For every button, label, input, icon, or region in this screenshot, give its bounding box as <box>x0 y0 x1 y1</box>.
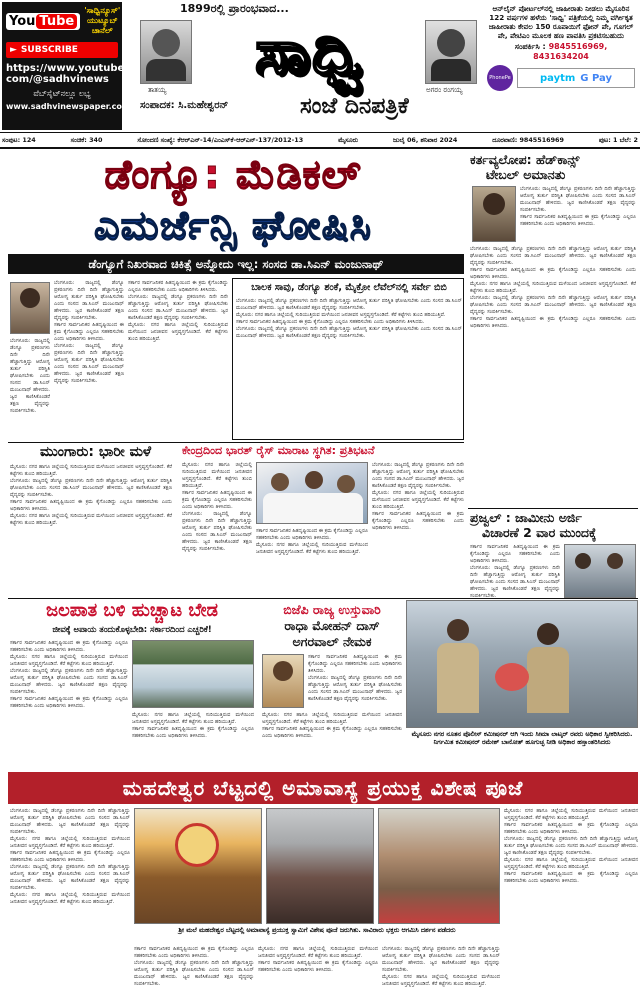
bottom-text-1: ಬೆಂಗಳೂರು: ರಾಜ್ಯದಲ್ಲಿ ಡೆಂಗ್ಯೂ ಪ್ರಕರಣಗಳು ದಿನೇ ದಿನೇ ಹೆಚ್ಚಾಗುತ್ತಿದ್ದು ಆರೋಗ್ಯ ತುರ್ತು ಪರಿಸ್ಥಿತಿ ಘೋಷಿಸಬೇಕು ಎಂದು ಸಂಸದ ಡಾ.ಸಿಎನ್ ಮಂಜುನಾಥ್ ಹೇಳಿದರು. ಜ್ವರ ಕಾಣಿಸಿಕೊಂಡರೆ ತಕ್ಷಣ ವೈದ್ಯರನ್ನು ಸಂಪರ್ಕಿಸಬೇಕು. <box>10 808 130 835</box>
tagline: ಸಂಜೆ ದಿನಪತ್ರಿಕೆ <box>300 94 409 119</box>
lead-body-2 <box>128 280 228 440</box>
contact-label: ಸಂಪರ್ಕಿಸಿ : <box>514 42 546 51</box>
duty-text-2: ಸರ್ಕಾರ ಸಾರ್ವಜನಿಕರ ಹಿತದೃಷ್ಟಿಯಿಂದ ಈ ಕ್ರಮ ಕೈಗೊಂಡಿದ್ದು ಎಲ್ಲರೂ ಸಹಕರಿಸಬೇಕು ಎಂದು ಅಧಿಕಾರಿಗಳು ತಿಳಿಸಿದರು. <box>520 214 636 227</box>
prajwal-text-2: ಬೆಂಗಳೂರು: ರಾಜ್ಯದಲ್ಲಿ ಡೆಂಗ್ಯೂ ಪ್ರಕರಣಗಳು ದಿನೇ ದಿನೇ ಹೆಚ್ಚಾಗುತ್ತಿದ್ದು ಆರೋಗ್ಯ ತುರ್ತು ಪರಿಸ್ಥಿತಿ ಘೋಷಿಸಬೇಕು ಎಂದು ಸಂಸದ ಡಾ.ಸಿಎನ್ ಮಂಜುನಾಥ್ ಹೇಳಿದರು. ಜ್ವರ ಕಾಣಿಸಿಕೊಂಡರೆ ತಕ್ಷಣ ವೈದ್ಯರನ್ನು ಸಂಪರ್ಕಿಸಬೇಕು. <box>470 565 560 598</box>
duty-text-3: ಬೆಂಗಳೂರು: ರಾಜ್ಯದಲ್ಲಿ ಡೆಂಗ್ಯೂ ಪ್ರಕರಣಗಳು ದಿನೇ ದಿನೇ ಹೆಚ್ಚಾಗುತ್ತಿದ್ದು ಆರೋಗ್ಯ ತುರ್ತು ಪರಿಸ್ಥಿತಿ ಘೋಷಿಸಬೇಕು ಎಂದು ಸಂಸದ ಡಾ.ಸಿಎನ್ ಮಂಜುನಾಥ್ ಹೇಳಿದರು. ಜ್ವರ ಕಾಣಿಸಿಕೊಂಡರೆ ತಕ್ಷಣ ವೈದ್ಯರನ್ನು ಸಂಪರ್ಕಿಸಬೇಕು. <box>470 246 636 266</box>
issue: ಸಂಚಿಕೆ: 340 <box>70 135 103 144</box>
divider <box>0 147 640 149</box>
editor-label: ಸಂಪಾದಕ: ಸಿ.ಮಹೇಶ್ವರನ್ <box>140 100 229 111</box>
race-text-8: ಸರ್ಕಾರ ಸಾರ್ವಜನಿಕರ ಹಿತದೃಷ್ಟಿಯಿಂದ ಈ ಕ್ರಮ ಕೈಗೊಂಡಿದ್ದು ಎಲ್ಲರೂ ಸಹಕರಿಸಬೇಕು ಎಂದು ಅಧಿಕಾರಿಗಳು ತಿಳಿಸಿದರು. <box>372 511 464 531</box>
bottom-text-15: ಮೈಸೂರು: ನಗರ ಹಾಗೂ ಜಿಲ್ಲೆಯಲ್ಲಿ ಸುರಿಯುತ್ತಿರುವ ಮಳೆಯಿಂದ ಜನಜೀವನ ಅಸ್ತವ್ಯಸ್ತಗೊಂಡಿದೆ. ಕೆರೆ ಕಟ್ಟೆಗಳು ತುಂಬಿ ಹರಿಯುತ್ತಿವೆ. <box>504 857 638 870</box>
boy-death-headline: ಬಾಲಕ ಸಾವು, ಡೆಂಗ್ಯೂ ಶಂಕೆ, ಮೈಕ್ರೋ ಲೆವೆಲ್‌ನಲ್ಲಿ ಸರ್ವೇ ಬಿಬಿ <box>251 282 447 293</box>
lead-subhead <box>8 254 464 274</box>
bottom-text-5: ಮೈಸೂರು: ನಗರ ಹಾಗೂ ಜಿಲ್ಲೆಯಲ್ಲಿ ಸುರಿಯುತ್ತಿರುವ ಮಳೆಯಿಂದ ಜನಜೀವನ ಅಸ್ತವ್ಯಸ್ತಗೊಂಡಿದೆ. ಕೆರೆ ಕಟ್ಟೆಗಳು ತುಂಬಿ ಹರಿಯುತ್ತಿವೆ. <box>10 892 130 905</box>
race-text-5: ಮೈಸೂರು: ನಗರ ಹಾಗೂ ಜಿಲ್ಲೆಯಲ್ಲಿ ಸುರಿಯುತ್ತಿರುವ ಮಳೆಯಿಂದ ಜನಜೀವನ ಅಸ್ತವ್ಯಸ್ತಗೊಂಡಿದೆ. ಕೆರೆ ಕಟ್ಟೆಗಳು ತುಂಬಿ ಹರಿಯುತ್ತಿವೆ. <box>256 542 368 555</box>
duty-body-2 <box>470 246 636 506</box>
constable-photo <box>472 186 516 242</box>
waterfall-text-1: ಸರ್ಕಾರ ಸಾರ್ವಜನಿಕರ ಹಿತದೃಷ್ಟಿಯಿಂದ ಈ ಕ್ರಮ ಕೈಗೊಂಡಿದ್ದು ಎಲ್ಲರೂ ಸಹಕರಿಸಬೇಕು ಎಂದು ಅಧಿಕಾರಿಗಳು ತಿಳಿಸಿದರು. <box>10 640 128 653</box>
rain-text-1: ಮೈಸೂರು: ನಗರ ಹಾಗೂ ಜಿಲ್ಲೆಯಲ್ಲಿ ಸುರಿಯುತ್ತಿರುವ ಮಳೆಯಿಂದ ಜನಜೀವನ ಅಸ್ತವ್ಯಸ್ತಗೊಂಡಿದೆ. ಕೆರೆ ಕಟ್ಟೆಗಳು ತುಂಬಿ ಹರಿಯುತ್ತಿವೆ. <box>10 464 172 477</box>
masthead-title <box>205 12 415 92</box>
bjp-headline-2: ರಾಧಾ ಮೋಹನ್ ದಾಸ್ <box>284 618 380 633</box>
caption-right: ಅಗರಂ ರಂಗಯ್ಯ <box>426 86 463 94</box>
phone-1[interactable]: 9845516969, <box>548 42 608 51</box>
prajwal-text-1: ಸರ್ಕಾರ ಸಾರ್ವಜನಿಕರ ಹಿತದೃಷ್ಟಿಯಿಂದ ಈ ಕ್ರಮ ಕೈಗೊಂಡಿದ್ದು ಎಲ್ಲರೂ ಸಹಕರಿಸಬೇಕು ಎಂದು ಅಧಿಕಾರಿಗಳು ತಿಳಿಸಿದರು. <box>470 544 560 564</box>
race-body-2 <box>256 528 368 596</box>
duty-body <box>520 186 636 244</box>
rain-text-3: ಸರ್ಕಾರ ಸಾರ್ವಜನಿಕರ ಹಿತದೃಷ್ಟಿಯಿಂದ ಈ ಕ್ರಮ ಕೈಗೊಂಡಿದ್ದು ಎಲ್ಲರೂ ಸಹಕರಿಸಬೇಕು ಎಂದು ಅಧಿಕಾರಿಗಳು ತಿಳಿಸಿದರು. <box>10 499 172 512</box>
race-text-6: ಬೆಂಗಳೂರು: ರಾಜ್ಯದಲ್ಲಿ ಡೆಂಗ್ಯೂ ಪ್ರಕರಣಗಳು ದಿನೇ ದಿನೇ ಹೆಚ್ಚಾಗುತ್ತಿದ್ದು ಆರೋಗ್ಯ ತುರ್ತು ಪರಿಸ್ಥಿತಿ ಘೋಷಿಸಬೇಕು ಎಂದು ಸಂಸದ ಡಾ.ಸಿಎನ್ ಮಂಜುನಾಥ್ ಹೇಳಿದರು. ಜ್ವರ ಕಾಣಿಸಿಕೊಂಡರೆ ತಕ್ಷಣ ವೈದ್ಯರನ್ನು ಸಂಪರ್ಕಿಸಬೇಕು. <box>372 462 464 489</box>
subscribe-button[interactable] <box>6 42 118 58</box>
waterfall-photo <box>132 640 254 708</box>
youtube-url-2[interactable]: com/@sadhvinews <box>6 74 109 85</box>
lead-text-4: ಬೆಂಗಳೂರು: ರಾಜ್ಯದಲ್ಲಿ ಡೆಂಗ್ಯೂ ಪ್ರಕರಣಗಳು ದಿನೇ ದಿನೇ ಹೆಚ್ಚಾಗುತ್ತಿದ್ದು ಆರೋಗ್ಯ ತುರ್ತು ಪರಿಸ್ಥಿತಿ ಘೋಷಿಸಬೇಕು ಎಂದು ಸಂಸದ ಡಾ.ಸಿಎನ್ ಮಂಜುನಾಥ್ ಹೇಳಿದರು. ಜ್ವರ ಕಾಣಿಸಿಕೊಂಡರೆ ತಕ್ಷಣ ವೈದ್ಯರನ್ನು ಸಂಪರ್ಕಿಸಬೇಕು. <box>10 338 50 414</box>
bottom-text-2: ಮೈಸೂರು: ನಗರ ಹಾಗೂ ಜಿಲ್ಲೆಯಲ್ಲಿ ಸುರಿಯುತ್ತಿರುವ ಮಳೆಯಿಂದ ಜನಜೀವನ ಅಸ್ತವ್ಯಸ್ತಗೊಂಡಿದೆ. ಕೆರೆ ಕಟ್ಟೆಗಳು ತುಂಬಿ ಹರಿಯುತ್ತಿವೆ. <box>10 836 130 849</box>
office-phone: ದೂರವಾಣಿ: 9845516969 <box>492 135 564 144</box>
prajwal-headline-1: ಪ್ರಜ್ವಲ್ : ಜಾಮೀನು ಅರ್ಜಿ <box>470 510 582 525</box>
bjp-body-2 <box>262 712 402 770</box>
prajwal-body-1 <box>470 544 560 598</box>
rain-text-4: ಮೈಸೂರು: ನಗರ ಹಾಗೂ ಜಿಲ್ಲೆಯಲ್ಲಿ ಸುರಿಯುತ್ತಿರುವ ಮಳೆಯಿಂದ ಜನಜೀವನ ಅಸ್ತವ್ಯಸ್ತಗೊಂಡಿದೆ. ಕೆರೆ ಕಟ್ಟೆಗಳು ತುಂಬಿ ಹರಿಯುತ್ತಿವೆ. <box>10 513 172 526</box>
bottom-text-12: ಮೈಸೂರು: ನಗರ ಹಾಗೂ ಜಿಲ್ಲೆಯಲ್ಲಿ ಸುರಿಯುತ್ತಿರುವ ಮಳೆಯಿಂದ ಜನಜೀವನ ಅಸ್ತವ್ಯಸ್ತಗೊಂಡಿದೆ. ಕೆರೆ ಕಟ್ಟೆಗಳು ತುಂಬಿ ಹರಿಯುತ್ತಿವೆ. <box>504 808 638 821</box>
phone-2[interactable]: 8431634204 <box>533 52 589 61</box>
race-body-3 <box>372 462 464 596</box>
bottom-text-6: ಸರ್ಕಾರ ಸಾರ್ವಜನಿಕರ ಹಿತದೃಷ್ಟಿಯಿಂದ ಈ ಕ್ರಮ ಕೈಗೊಂಡಿದ್ದು ಎಲ್ಲರೂ ಸಹಕರಿಸಬೇಕು ಎಂದು ಅಧಿಕಾರಿಗಳು ತಿಳಿಸಿದರು. <box>134 946 254 959</box>
waterfall-body-1 <box>10 640 128 770</box>
lead-subhead-text: ಡೆಂಗ್ಯೂಗೆ ನಿಖರವಾದ ಚಿಕಿತ್ಸೆ ಅನ್ನೋದು ಇಲ್ಲ: ಸಂಸದ ಡಾ.ಸಿಎನ್ ಮಂಜುನಾಥ್ <box>88 256 384 271</box>
race-headline: ಕೇಂದ್ರದಿಂದ ಭಾರತ್ ರೈಸ್ ಮಾರಾಟ ಸ್ಥಗಿತ: ಪ್ರತಿಭಟನೆ <box>182 444 375 457</box>
bjp-leader-photo <box>262 654 304 708</box>
waterfall-text-2: ಮೈಸೂರು: ನಗರ ಹಾಗೂ ಜಿಲ್ಲೆಯಲ್ಲಿ ಸುರಿಯುತ್ತಿರುವ ಮಳೆಯಿಂದ ಜನಜೀವನ ಅಸ್ತವ್ಯಸ್ತಗೊಂಡಿದೆ. ಕೆರೆ ಕಟ್ಟೆಗಳು ತುಂಬಿ ಹರಿಯುತ್ತಿವೆ. <box>10 654 128 667</box>
bottom-headline-banner <box>8 772 638 804</box>
prajwal-photo <box>564 544 636 598</box>
lead-body-1 <box>54 280 124 440</box>
bottom-text-9: ಸರ್ಕಾರ ಸಾರ್ವಜನಿಕರ ಹಿತದೃಷ್ಟಿಯಿಂದ ಈ ಕ್ರಮ ಕೈಗೊಂಡಿದ್ದು ಎಲ್ಲರೂ ಸಹಕರಿಸಬೇಕು ಎಂದು ಅಧಿಕಾರಿಗಳು ತಿಳಿಸಿದರು. <box>258 960 378 973</box>
bjp-text-2: ಬೆಂಗಳೂರು: ರಾಜ್ಯದಲ್ಲಿ ಡೆಂಗ್ಯೂ ಪ್ರಕರಣಗಳು ದಿನೇ ದಿನೇ ಹೆಚ್ಚಾಗುತ್ತಿದ್ದು ಆರೋಗ್ಯ ತುರ್ತು ಪರಿಸ್ಥಿತಿ ಘೋಷಿಸಬೇಕು ಎಂದು ಸಂಸದ ಡಾ.ಸಿಎನ್ ಮಂಜುನಾಥ್ ಹೇಳಿದರು. ಜ್ವರ ಕಾಣಿಸಿಕೊಂಡರೆ ತಕ್ಷಣ ವೈದ್ಯರನ್ನು ಸಂಪರ್ಕಿಸಬೇಕು. <box>308 675 402 702</box>
youtube-logo <box>6 13 80 30</box>
prajwal-headline-2: ವಿಚಾರಣೆ 2 ವಾರ ಮುಂದಕ್ಕೆ <box>482 525 597 540</box>
paytm-gpay-badge <box>517 68 635 88</box>
duty-text-6: ಬೆಂಗಳೂರು: ರಾಜ್ಯದಲ್ಲಿ ಡೆಂಗ್ಯೂ ಪ್ರಕರಣಗಳು ದಿನೇ ದಿನೇ ಹೆಚ್ಚಾಗುತ್ತಿದ್ದು ಆರೋಗ್ಯ ತುರ್ತು ಪರಿಸ್ಥಿತಿ ಘೋಷಿಸಬೇಕು ಎಂದು ಸಂಸದ ಡಾ.ಸಿಎನ್ ಮಂಜುನಾಥ್ ಹೇಳಿದರು. ಜ್ವರ ಕಾಣಿಸಿಕೊಂಡರೆ ತಕ್ಷಣ ವೈದ್ಯರನ್ನು ಸಂಪರ್ಕಿಸಬೇಕು. <box>470 295 636 315</box>
founder-portrait-left <box>140 20 192 84</box>
race-text-3: ಬೆಂಗಳೂರು: ರಾಜ್ಯದಲ್ಲಿ ಡೆಂಗ್ಯೂ ಪ್ರಕರಣಗಳು ದಿನೇ ದಿನೇ ಹೆಚ್ಚಾಗುತ್ತಿದ್ದು ಆರೋಗ್ಯ ತುರ್ತು ಪರಿಸ್ಥಿತಿ ಘೋಷಿಸಬೇಕು ಎಂದು ಸಂಸದ ಡಾ.ಸಿಎನ್ ಮಂಜುನಾಥ್ ಹೇಳಿದರು. ಜ್ವರ ಕಾಣಿಸಿಕೊಂಡರೆ ತಕ್ಷಣ ವೈದ್ಯರನ್ನು ಸಂಪರ್ಕಿಸಬೇಕು. <box>182 511 252 552</box>
rain-text-2: ಬೆಂಗಳೂರು: ರಾಜ್ಯದಲ್ಲಿ ಡೆಂಗ್ಯೂ ಪ್ರಕರಣಗಳು ದಿನೇ ದಿನೇ ಹೆಚ್ಚಾಗುತ್ತಿದ್ದು ಆರೋಗ್ಯ ತುರ್ತು ಪರಿಸ್ಥಿತಿ ಘೋಷಿಸಬೇಕು ಎಂದು ಸಂಸದ ಡಾ.ಸಿಎನ್ ಮಂಜುನಾಥ್ ಹೇಳಿದರು. ಜ್ವರ ಕಾಣಿಸಿಕೊಂಡರೆ ತಕ್ಷಣ ವೈದ್ಯರನ್ನು ಸಂಪರ್ಕಿಸಬೇಕು. <box>10 478 172 498</box>
bottom-text-8: ಮೈಸೂರು: ನಗರ ಹಾಗೂ ಜಿಲ್ಲೆಯಲ್ಲಿ ಸುರಿಯುತ್ತಿರುವ ಮಳೆಯಿಂದ ಜನಜೀವನ ಅಸ್ತವ್ಯಸ್ತಗೊಂಡಿದೆ. ಕೆರೆ ಕಟ್ಟೆಗಳು ತುಂಬಿ ಹರಿಯುತ್ತಿವೆ. <box>258 946 378 959</box>
bell-icon: ► <box>10 45 17 55</box>
waterfall-text-4: ಸರ್ಕಾರ ಸಾರ್ವಜನಿಕರ ಹಿತದೃಷ್ಟಿಯಿಂದ ಈ ಕ್ರಮ ಕೈಗೊಂಡಿದ್ದು ಎಲ್ಲರೂ ಸಹಕರಿಸಬೇಕು ಎಂದು ಅಧಿಕಾರಿಗಳು ತಿಳಿಸಿದರು. <box>10 696 128 709</box>
bjp-headline-1: ಬಿಜೆಪಿ ರಾಜ್ಯ ಉಸ್ತುವಾರಿ <box>283 602 381 617</box>
waterfall-text-3: ಬೆಂಗಳೂರು: ರಾಜ್ಯದಲ್ಲಿ ಡೆಂಗ್ಯೂ ಪ್ರಕರಣಗಳು ದಿನೇ ದಿನೇ ಹೆಚ್ಚಾಗುತ್ತಿದ್ದು ಆರೋಗ್ಯ ತುರ್ತು ಪರಿಸ್ಥಿತಿ ಘೋಷಿಸಬೇಕು ಎಂದು ಸಂಸದ ಡಾ.ಸಿಎನ್ ಮಂಜುನಾಥ್ ಹೇಳಿದರು. ಜ್ವರ ಕಾಣಿಸಿಕೊಂಡರೆ ತಕ್ಷಣ ವೈದ್ಯರನ್ನು ಸಂಪರ್ಕಿಸಬೇಕು. <box>10 668 128 695</box>
race-text-1: ಮೈಸೂರು: ನಗರ ಹಾಗೂ ಜಿಲ್ಲೆಯಲ್ಲಿ ಸುರಿಯುತ್ತಿರುವ ಮಳೆಯಿಂದ ಜನಜೀವನ ಅಸ್ತವ್ಯಸ್ತಗೊಂಡಿದೆ. ಕೆರೆ ಕಟ್ಟೆಗಳು ತುಂಬಿ ಹರಿಯುತ್ತಿವೆ. <box>182 462 252 489</box>
bottom-text-16: ಸರ್ಕಾರ ಸಾರ್ವಜನಿಕರ ಹಿತದೃಷ್ಟಿಯಿಂದ ಈ ಕ್ರಮ ಕೈಗೊಂಡಿದ್ದು ಎಲ್ಲರೂ ಸಹಕರಿಸಬೇಕು ಎಂದು ಅಧಿಕಾರಿಗಳು ತಿಳಿಸಿದರು. <box>504 871 638 884</box>
boy-death-body <box>236 298 462 436</box>
since-text: 1899ರಲ್ಲಿ ಪ್ರಾರಂಭವಾದ... <box>180 2 289 15</box>
yt-promo-line: ಯುಟ್ಯೂಬ್ <box>86 16 118 25</box>
temple-photo-2 <box>266 808 374 924</box>
bottom-headline: ಮಹದೇಶ್ವರ ಬೆಟ್ಟದಲ್ಲಿ ಅಮಾವಾಸ್ಯೆ ಪ್ರಯುಕ್ತ ವಿಶೇಷ ಪೂಜೆ <box>122 776 524 800</box>
rain-body <box>10 464 172 594</box>
volume: ಸಂಪುಟ: 124 <box>2 135 36 144</box>
bottom-text-13: ಸರ್ಕಾರ ಸಾರ್ವಜನಿಕರ ಹಿತದೃಷ್ಟಿಯಿಂದ ಈ ಕ್ರಮ ಕೈಗೊಂಡಿದ್ದು ಎಲ್ಲರೂ ಸಹಕರಿಸಬೇಕು ಎಂದು ಅಧಿಕಾರಿಗಳು ತಿಳಿಸಿದರು. <box>504 822 638 835</box>
duty-text-1: ಬೆಂಗಳೂರು: ರಾಜ್ಯದಲ್ಲಿ ಡೆಂಗ್ಯೂ ಪ್ರಕರಣಗಳು ದಿನೇ ದಿನೇ ಹೆಚ್ಚಾಗುತ್ತಿದ್ದು ಆರೋಗ್ಯ ತುರ್ತು ಪರಿಸ್ಥಿತಿ ಘೋಷಿಸಬೇಕು ಎಂದು ಸಂಸದ ಡಾ.ಸಿಎನ್ ಮಂಜುನಾಥ್ ಹೇಳಿದರು. ಜ್ವರ ಕಾಣಿಸಿಕೊಂಡರೆ ತಕ್ಷಣ ವೈದ್ಯರನ್ನು ಸಂಪರ್ಕಿಸಬೇಕು. <box>520 186 636 213</box>
bottom-text-4: ಬೆಂಗಳೂರು: ರಾಜ್ಯದಲ್ಲಿ ಡೆಂಗ್ಯೂ ಪ್ರಕರಣಗಳು ದಿನೇ ದಿನೇ ಹೆಚ್ಚಾಗುತ್ತಿದ್ದು ಆರೋಗ್ಯ ತುರ್ತು ಪರಿಸ್ಥಿತಿ ಘೋಷಿಸಬೇಕು ಎಂದು ಸಂಸದ ಡಾ.ಸಿಎನ್ ಮಂಜುನಾಥ್ ಹೇಳಿದರು. ಜ್ವರ ಕಾಣಿಸಿಕೊಂಡರೆ ತಕ್ಷಣ ವೈದ್ಯರನ್ನು ಸಂಪರ್ಕಿಸಬೇಕು. <box>10 864 130 891</box>
bottom-body-3 <box>258 946 378 990</box>
manjunath-photo <box>10 282 50 334</box>
duty-text-4: ಸರ್ಕಾರ ಸಾರ್ವಜನಿಕರ ಹಿತದೃಷ್ಟಿಯಿಂದ ಈ ಕ್ರಮ ಕೈಗೊಂಡಿದ್ದು ಎಲ್ಲರೂ ಸಹಕರಿಸಬೇಕು ಎಂದು ಅಧಿಕಾರಿಗಳು ತಿಳಿಸಿದರು. <box>470 267 636 280</box>
founder-portrait-right <box>425 20 477 84</box>
boy-death-text-3: ಸರ್ಕಾರ ಸಾರ್ವಜನಿಕರ ಹಿತದೃಷ್ಟಿಯಿಂದ ಈ ಕ್ರಮ ಕೈಗೊಂಡಿದ್ದು ಎಲ್ಲರೂ ಸಹಕರಿಸಬೇಕು ಎಂದು ಅಧಿಕಾರಿಗಳು ತಿಳಿಸಿದರು. <box>236 319 425 325</box>
city: ಮೈಸೂರು <box>338 135 358 144</box>
bjp-body-1 <box>308 654 402 708</box>
website-note: ವೆಬ್‌ಸೈಟ್‌ನಲ್ಲೂ ಲಭ್ಯ <box>33 89 91 98</box>
race-text-7: ಮೈಸೂರು: ನಗರ ಹಾಗೂ ಜಿಲ್ಲೆಯಲ್ಲಿ ಸುರಿಯುತ್ತಿರುವ ಮಳೆಯಿಂದ ಜನಜೀವನ ಅಸ್ತವ್ಯಸ್ತಗೊಂಡಿದೆ. ಕೆರೆ ಕಟ್ಟೆಗಳು ತುಂಬಿ ಹರಿಯುತ್ತಿವೆ. <box>372 490 464 510</box>
info-bar <box>2 134 638 146</box>
bjp-headline <box>262 602 402 650</box>
lead-headline-2: ಎಮರ್ಜೆನ್ಸಿ ಘೋಷಿಸಿ <box>93 203 373 249</box>
gpay-label: G Pay <box>580 72 613 84</box>
lead-headline-1: ಡೆಂಗ್ಯೂ: ಮೆಡಿಕಲ್ <box>104 152 362 198</box>
waterfall-subhead: ಜೀವಕ್ಕೆ ಅಪಾಯ ತಂದುಕೊಳ್ಳಬೇಡಿ: ಸರ್ಕಾರದಿಂದ ಎಚ್ಚರಿಕೆ! <box>52 624 212 634</box>
prajwal-headline <box>470 510 638 540</box>
divider <box>8 442 464 443</box>
newspaper-title: ಸಾಧ್ವಿ <box>255 15 365 88</box>
police-caption: ಮೈಸೂರು ನಗರ ನೂತನ ಪೊಲೀಸ್ ಕಮೀಷನರ್ ಆಗಿ ಇಂದು ಸೀಮಾ ಲಾಟ್ಕರ್ ರವರು ಅಧಿಕಾರ ಸ್ವೀಕರಿಸಿದರು. ನಿರ್ಗಮಿತ ಕಮೀಷನರ್ ರಮೇಶ್ ಬಾನೋತ್ ಹೂಗುಚ್ಛ ನೀಡಿ ಅಧಿಕಾರ ಹಸ್ತಾಂತರಿಸಿದರು <box>411 730 633 746</box>
bottom-text-3: ಸರ್ಕಾರ ಸಾರ್ವಜನಿಕರ ಹಿತದೃಷ್ಟಿಯಿಂದ ಈ ಕ್ರಮ ಕೈಗೊಂಡಿದ್ದು ಎಲ್ಲರೂ ಸಹಕರಿಸಬೇಕು ಎಂದು ಅಧಿಕಾರಿಗಳು ತಿಳಿಸಿದರು. <box>10 850 130 863</box>
temple-photo-1 <box>134 808 262 924</box>
duty-headline <box>470 152 638 182</box>
caption-left: ತಾತಯ್ಯ <box>148 86 167 94</box>
lead-text-2: ಸರ್ಕಾರ ಸಾರ್ವಜನಿಕರ ಹಿತದೃಷ್ಟಿಯಿಂದ ಈ ಕ್ರಮ ಕೈಗೊಂಡಿದ್ದು ಎಲ್ಲರೂ ಸಹಕರಿಸಬೇಕು ಎಂದು ಅಧಿಕಾರಿಗಳು ತಿಳಿಸಿದರು. <box>54 322 124 342</box>
lead-text-6: ಬೆಂಗಳೂರು: ರಾಜ್ಯದಲ್ಲಿ ಡೆಂಗ್ಯೂ ಪ್ರಕರಣಗಳು ದಿನೇ ದಿನೇ ಹೆಚ್ಚಾಗುತ್ತಿದ್ದು ಆರೋಗ್ಯ ತುರ್ತು ಪರಿಸ್ಥಿತಿ ಘೋಷಿಸಬೇಕು ಎಂದು ಸಂಸದ ಡಾ.ಸಿಎನ್ ಮಂಜುನಾಥ್ ಹೇಳಿದರು. ಜ್ವರ ಕಾಣಿಸಿಕೊಂಡರೆ ತಕ್ಷಣ ವೈದ್ಯರನ್ನು ಸಂಪರ್ಕಿಸಬೇಕು. <box>128 294 228 321</box>
lead-text-5: ಸರ್ಕಾರ ಸಾರ್ವಜನಿಕರ ಹಿತದೃಷ್ಟಿಯಿಂದ ಈ ಕ್ರಮ ಕೈಗೊಂಡಿದ್ದು ಎಲ್ಲರೂ ಸಹಕರಿಸಬೇಕು ಎಂದು ಅಧಿಕಾರಿಗಳು ತಿಳಿಸಿದರು. <box>128 280 228 293</box>
waterfall-headline: ಜಲಪಾತ ಬಳಿ ಹುಚ್ಚಾಟ ಬೇಡ <box>45 600 219 621</box>
police-commissioner-photo <box>406 600 638 728</box>
yt-promo-line: 'ಸಾಧ್ವಿನ್ಯೂಸ್' <box>84 6 121 15</box>
race-body-1 <box>182 462 252 596</box>
waterfall-text-5: ಮೈಸೂರು: ನಗರ ಹಾಗೂ ಜಿಲ್ಲೆಯಲ್ಲಿ ಸುರಿಯುತ್ತಿರುವ ಮಳೆಯಿಂದ ಜನಜೀವನ ಅಸ್ತವ್ಯಸ್ತಗೊಂಡಿದೆ. ಕೆರೆ ಕಟ್ಟೆಗಳು ತುಂಬಿ ಹರಿಯುತ್ತಿವೆ. <box>132 712 254 725</box>
bjp-text-1: ಸರ್ಕಾರ ಸಾರ್ವಜನಿಕರ ಹಿತದೃಷ್ಟಿಯಿಂದ ಈ ಕ್ರಮ ಕೈಗೊಂಡಿದ್ದು ಎಲ್ಲರೂ ಸಹಕರಿಸಬೇಕು ಎಂದು ಅಧಿಕಾರಿಗಳು ತಿಳಿಸಿದರು. <box>308 654 402 674</box>
lead-text-7: ಮೈಸೂರು: ನಗರ ಹಾಗೂ ಜಿಲ್ಲೆಯಲ್ಲಿ ಸುರಿಯುತ್ತಿರುವ ಮಳೆಯಿಂದ ಜನಜೀವನ ಅಸ್ತವ್ಯಸ್ತಗೊಂಡಿದೆ. ಕೆರೆ ಕಟ್ಟೆಗಳು ತುಂಬಿ ಹರಿಯುತ್ತಿವೆ. <box>128 322 228 342</box>
ad-box <box>484 2 638 130</box>
subscribe-label: SUBSCRIBE <box>20 45 78 55</box>
lead-text-3: ಬೆಂಗಳೂರು: ರಾಜ್ಯದಲ್ಲಿ ಡೆಂಗ್ಯೂ ಪ್ರಕರಣಗಳು ದಿನೇ ದಿನೇ ಹೆಚ್ಚಾಗುತ್ತಿದ್ದು ಆರೋಗ್ಯ ತುರ್ತು ಪರಿಸ್ಥಿತಿ ಘೋಷಿಸಬೇಕು ಎಂದು ಸಂಸದ ಡಾ.ಸಿಎನ್ ಮಂಜುನಾಥ್ ಹೇಳಿದರು. ಜ್ವರ ಕಾಣಿಸಿಕೊಂಡರೆ ತಕ್ಷಣ ವೈದ್ಯರನ್ನು ಸಂಪರ್ಕಿಸಬೇಕು. <box>54 343 124 384</box>
protest-photo <box>256 462 368 524</box>
yt-promo-line: ಚಾನೆಲ್ <box>91 26 113 35</box>
boy-death-text-4: ಬೆಂಗಳೂರು: ರಾಜ್ಯದಲ್ಲಿ ಡೆಂಗ್ಯೂ ಪ್ರಕರಣಗಳು ದಿನೇ ದಿನೇ ಹೆಚ್ಚಾಗುತ್ತಿದ್ದು ಆರೋಗ್ಯ ತುರ್ತು ಪರಿಸ್ಥಿತಿ ಘೋಷಿಸಬೇಕು ಎಂದು ಸಂಸದ ಡಾ.ಸಿಎನ್ ಮಂಜುನಾಥ್ ಹೇಳಿದರು. ಜ್ವರ ಕಾಣಿಸಿಕೊಂಡರೆ ತಕ್ಷಣ ವೈದ್ಯರನ್ನು ಸಂಪರ್ಕಿಸಬೇಕು. <box>236 326 462 339</box>
duty-text-7: ಸರ್ಕಾರ ಸಾರ್ವಜನಿಕರ ಹಿತದೃಷ್ಟಿಯಿಂದ ಈ ಕ್ರಮ ಕೈಗೊಂಡಿದ್ದು ಎಲ್ಲರೂ ಸಹಕರಿಸಬೇಕು ಎಂದು ಅಧಿಕಾರಿಗಳು ತಿಳಿಸಿದರು. <box>470 316 636 329</box>
phonepe-badge <box>487 65 513 91</box>
rain-headline: ಮುಂಗಾರು: ಭಾರೀ ಮಳೆ <box>40 444 152 460</box>
bottom-text-10: ಬೆಂಗಳೂರು: ರಾಜ್ಯದಲ್ಲಿ ಡೆಂಗ್ಯೂ ಪ್ರಕರಣಗಳು ದಿನೇ ದಿನೇ ಹೆಚ್ಚಾಗುತ್ತಿದ್ದು ಆರೋಗ್ಯ ತುರ್ತು ಪರಿಸ್ಥಿತಿ ಘೋಷಿಸಬೇಕು ಎಂದು ಸಂಸದ ಡಾ.ಸಿಎನ್ ಮಂಜುನಾಥ್ ಹೇಳಿದರು. ಜ್ವರ ಕಾಣಿಸಿಕೊಂಡರೆ ತಕ್ಷಣ ವೈದ್ಯರನ್ನು ಸಂಪರ್ಕಿಸಬೇಕು. <box>382 946 500 973</box>
youtube-promo <box>2 2 131 130</box>
bottom-text-7: ಬೆಂಗಳೂರು: ರಾಜ್ಯದಲ್ಲಿ ಡೆಂಗ್ಯೂ ಪ್ರಕರಣಗಳು ದಿನೇ ದಿನೇ ಹೆಚ್ಚಾಗುತ್ತಿದ್ದು ಆರೋಗ್ಯ ತುರ್ತು ಪರಿಸ್ಥಿತಿ ಘೋಷಿಸಬೇಕು ಎಂದು ಸಂಸದ ಡಾ.ಸಿಎನ್ ಮಂಜುನಾಥ್ ಹೇಳಿದರು. ಜ್ವರ ಕಾಣಿಸಿಕೊಂಡರೆ ತಕ್ಷಣ ವೈದ್ಯರನ್ನು ಸಂಪರ್ಕಿಸಬೇಕು. <box>134 960 254 987</box>
bottom-body-2 <box>134 946 254 990</box>
temple-photo-3 <box>378 808 500 924</box>
bottom-text-14: ಬೆಂಗಳೂರು: ರಾಜ್ಯದಲ್ಲಿ ಡೆಂಗ್ಯೂ ಪ್ರಕರಣಗಳು ದಿನೇ ದಿನೇ ಹೆಚ್ಚಾಗುತ್ತಿದ್ದು ಆರೋಗ್ಯ ತುರ್ತು ಪರಿಸ್ಥಿತಿ ಘೋಷಿಸಬೇಕು ಎಂದು ಸಂಸದ ಡಾ.ಸಿಎನ್ ಮಂಜುನಾಥ್ ಹೇಳಿದರು. ಜ್ವರ ಕಾಣಿಸಿಕೊಂಡರೆ ತಕ್ಷಣ ವೈದ್ಯರನ್ನು ಸಂಪರ್ಕಿಸಬೇಕು. <box>504 836 638 856</box>
bottom-body-5 <box>504 808 638 990</box>
duty-headline-2: ಟೇಬಲ್ ಅಮಾನತು <box>486 167 566 182</box>
boy-death-text-2: ಮೈಸೂರು: ನಗರ ಹಾಗೂ ಜಿಲ್ಲೆಯಲ್ಲಿ ಸುರಿಯುತ್ತಿರುವ ಮಳೆಯಿಂದ ಜನಜೀವನ ಅಸ್ತವ್ಯಸ್ತಗೊಂಡಿದೆ. ಕೆರೆ ಕಟ್ಟೆಗಳು ತುಂಬಿ ಹರಿಯುತ್ತಿವೆ. <box>236 312 446 318</box>
registration: ಸೋಂದಣಿ ಸಂಖ್ಯೆ: ಕೆಆರ್‌ಎನ್-14/ಎಂಎಸ್‌ಕೆ-ಆರ್‌ಎನ್-137/2012-13 <box>137 135 304 144</box>
yt-logo-a: You <box>9 13 36 29</box>
bottom-text-11: ಮೈಸೂರು: ನಗರ ಹಾಗೂ ಜಿಲ್ಲೆಯಲ್ಲಿ ಸುರಿಯುತ್ತಿರುವ ಮಳೆಯಿಂದ ಜನಜೀವನ ಅಸ್ತವ್ಯಸ್ತಗೊಂಡಿದೆ. ಕೆರೆ ಕಟ್ಟೆಗಳು ತುಂಬಿ ಹರಿಯುತ್ತಿವೆ. <box>382 974 500 987</box>
website-url[interactable]: www.sadhvinewspaper.com <box>6 102 131 111</box>
price: ಪುಟ: 1 ಬೆಲೆ: 2 <box>598 135 638 144</box>
bjp-headline-3: ಅಗರವಾಲ್ ನೇಮಕ <box>292 634 372 649</box>
yt-logo-b: Tube <box>36 14 77 29</box>
duty-text-5: ಮೈಸೂರು: ನಗರ ಹಾಗೂ ಜಿಲ್ಲೆಯಲ್ಲಿ ಸುರಿಯುತ್ತಿರುವ ಮಳೆಯಿಂದ ಜನಜೀವನ ಅಸ್ತವ್ಯಸ್ತಗೊಂಡಿದೆ. ಕೆರೆ ಕಟ್ಟೆಗಳು ತುಂಬಿ ಹರಿಯುತ್ತಿವೆ. <box>470 281 636 294</box>
waterfall-body-2 <box>132 712 254 770</box>
duty-headline-1: ಕರ್ತವ್ಯಲೋಪ: ಹೆಡ್‌ಕಾನ್ಸ್ <box>470 152 580 167</box>
bottom-body-4 <box>382 946 500 990</box>
ad-text: ಆನ್‌ಲೈನ್ ಪೋರ್ಟಲ್‌ನಲ್ಲಿ ಜಾಹೀರಾತು ನೀಡಲು ಮೈಸೂರಿನ 122 ವರ್ಷಗಳ ಹಳೆಯ 'ಸಾಧ್ವಿ' ಪತ್ರಿಕೆಯಲ್ಲಿ ನಿಮ್ಮ ವರ್ಗೀಕೃತ ಜಾಹೀರಾತು ಕೇವಲ 150 ರೂಪಾಯಿಗೆ ಫೋನ್ ಪೇ, ಗೂಗಲ್ ಪೇ, ಪೇಟಿಎಂ ಮೂಲಕ ಹಣ ಪಾವತಿಸಿ ಪ್ರಕಟಿಸಬಹುದು <box>488 4 634 40</box>
phonepe-label: PhonePe <box>489 75 511 81</box>
waterfall-text-6: ಸರ್ಕಾರ ಸಾರ್ವಜನಿಕರ ಹಿತದೃಷ್ಟಿಯಿಂದ ಈ ಕ್ರಮ ಕೈಗೊಂಡಿದ್ದು ಎಲ್ಲರೂ ಸಹಕರಿಸಬೇಕು ಎಂದು ಅಧಿಕಾರಿಗಳು ತಿಳಿಸಿದರು. <box>132 726 254 739</box>
date: ಜುಲೈ 06, ಶನಿವಾರ 2024 <box>392 135 458 144</box>
youtube-url[interactable]: https://www.youtube. <box>6 63 129 74</box>
lead-text-1: ಬೆಂಗಳೂರು: ರಾಜ್ಯದಲ್ಲಿ ಡೆಂಗ್ಯೂ ಪ್ರಕರಣಗಳು ದಿನೇ ದಿನೇ ಹೆಚ್ಚಾಗುತ್ತಿದ್ದು ಆರೋಗ್ಯ ತುರ್ತು ಪರಿಸ್ಥಿತಿ ಘೋಷಿಸಬೇಕು ಎಂದು ಸಂಸದ ಡಾ.ಸಿಎನ್ ಮಂಜುನಾಥ್ ಹೇಳಿದರು. ಜ್ವರ ಕಾಣಿಸಿಕೊಂಡರೆ ತಕ್ಷಣ ವೈದ್ಯರನ್ನು ಸಂಪರ್ಕಿಸಬೇಕು. <box>54 280 124 321</box>
divider <box>0 132 640 133</box>
bjp-text-3: ಮೈಸೂರು: ನಗರ ಹಾಗೂ ಜಿಲ್ಲೆಯಲ್ಲಿ ಸುರಿಯುತ್ತಿರುವ ಮಳೆಯಿಂದ ಜನಜೀವನ ಅಸ್ತವ್ಯಸ್ತಗೊಂಡಿದೆ. ಕೆರೆ ಕಟ್ಟೆಗಳು ತುಂಬಿ ಹರಿಯುತ್ತಿವೆ. <box>262 712 402 725</box>
race-text-2: ಸರ್ಕಾರ ಸಾರ್ವಜನಿಕರ ಹಿತದೃಷ್ಟಿಯಿಂದ ಈ ಕ್ರಮ ಕೈಗೊಂಡಿದ್ದು ಎಲ್ಲರೂ ಸಹಕರಿಸಬೇಕು ಎಂದು ಅಧಿಕಾರಿಗಳು ತಿಳಿಸಿದರು. <box>182 490 252 510</box>
divider <box>8 598 638 599</box>
bottom-photo-caption: ಶ್ರೀ ಮಲೆ ಮಹದೇಶ್ವರ ಬೆಟ್ಟದಲ್ಲಿ ಅಮಾವಾಸ್ಯೆ ಪ್ರಯುಕ್ತ ಸ್ವಾಮಿಗೆ ವಿಶೇಷ ಪೂಜೆ ಜರುಗಿತು. ಸಾವಿರಾರು ಭಕ್ತರು ಆಗಮಿಸಿ ದರ್ಶನ ಪಡೆದರು <box>178 926 456 934</box>
bjp-text-4: ಸರ್ಕಾರ ಸಾರ್ವಜನಿಕರ ಹಿತದೃಷ್ಟಿಯಿಂದ ಈ ಕ್ರಮ ಕೈಗೊಂಡಿದ್ದು ಎಲ್ಲರೂ ಸಹಕರಿಸಬೇಕು ಎಂದು ಅಧಿಕಾರಿಗಳು ತಿಳಿಸಿದರು. <box>262 726 402 739</box>
paytm-label: paytm <box>539 72 576 84</box>
bottom-body-1 <box>10 808 130 988</box>
lead-body-1b <box>10 338 50 440</box>
race-text-4: ಸರ್ಕಾರ ಸಾರ್ವಜನಿಕರ ಹಿತದೃಷ್ಟಿಯಿಂದ ಈ ಕ್ರಮ ಕೈಗೊಂಡಿದ್ದು ಎಲ್ಲರೂ ಸಹಕರಿಸಬೇಕು ಎಂದು ಅಧಿಕಾರಿಗಳು ತಿಳಿಸಿದರು. <box>256 528 368 541</box>
boy-death-text-1: ಬೆಂಗಳೂರು: ರಾಜ್ಯದಲ್ಲಿ ಡೆಂಗ್ಯೂ ಪ್ರಕರಣಗಳು ದಿನೇ ದಿನೇ ಹೆಚ್ಚಾಗುತ್ತಿದ್ದು ಆರೋಗ್ಯ ತುರ್ತು ಪರಿಸ್ಥಿತಿ ಘೋಷಿಸಬೇಕು ಎಂದು ಸಂಸದ ಡಾ.ಸಿಎನ್ ಮಂಜುನಾಥ್ ಹೇಳಿದರು. ಜ್ವರ ಕಾಣಿಸಿಕೊಂಡರೆ ತಕ್ಷಣ ವೈದ್ಯರನ್ನು ಸಂಪರ್ಕಿಸಬೇಕು. <box>236 298 462 311</box>
divider <box>468 508 638 509</box>
